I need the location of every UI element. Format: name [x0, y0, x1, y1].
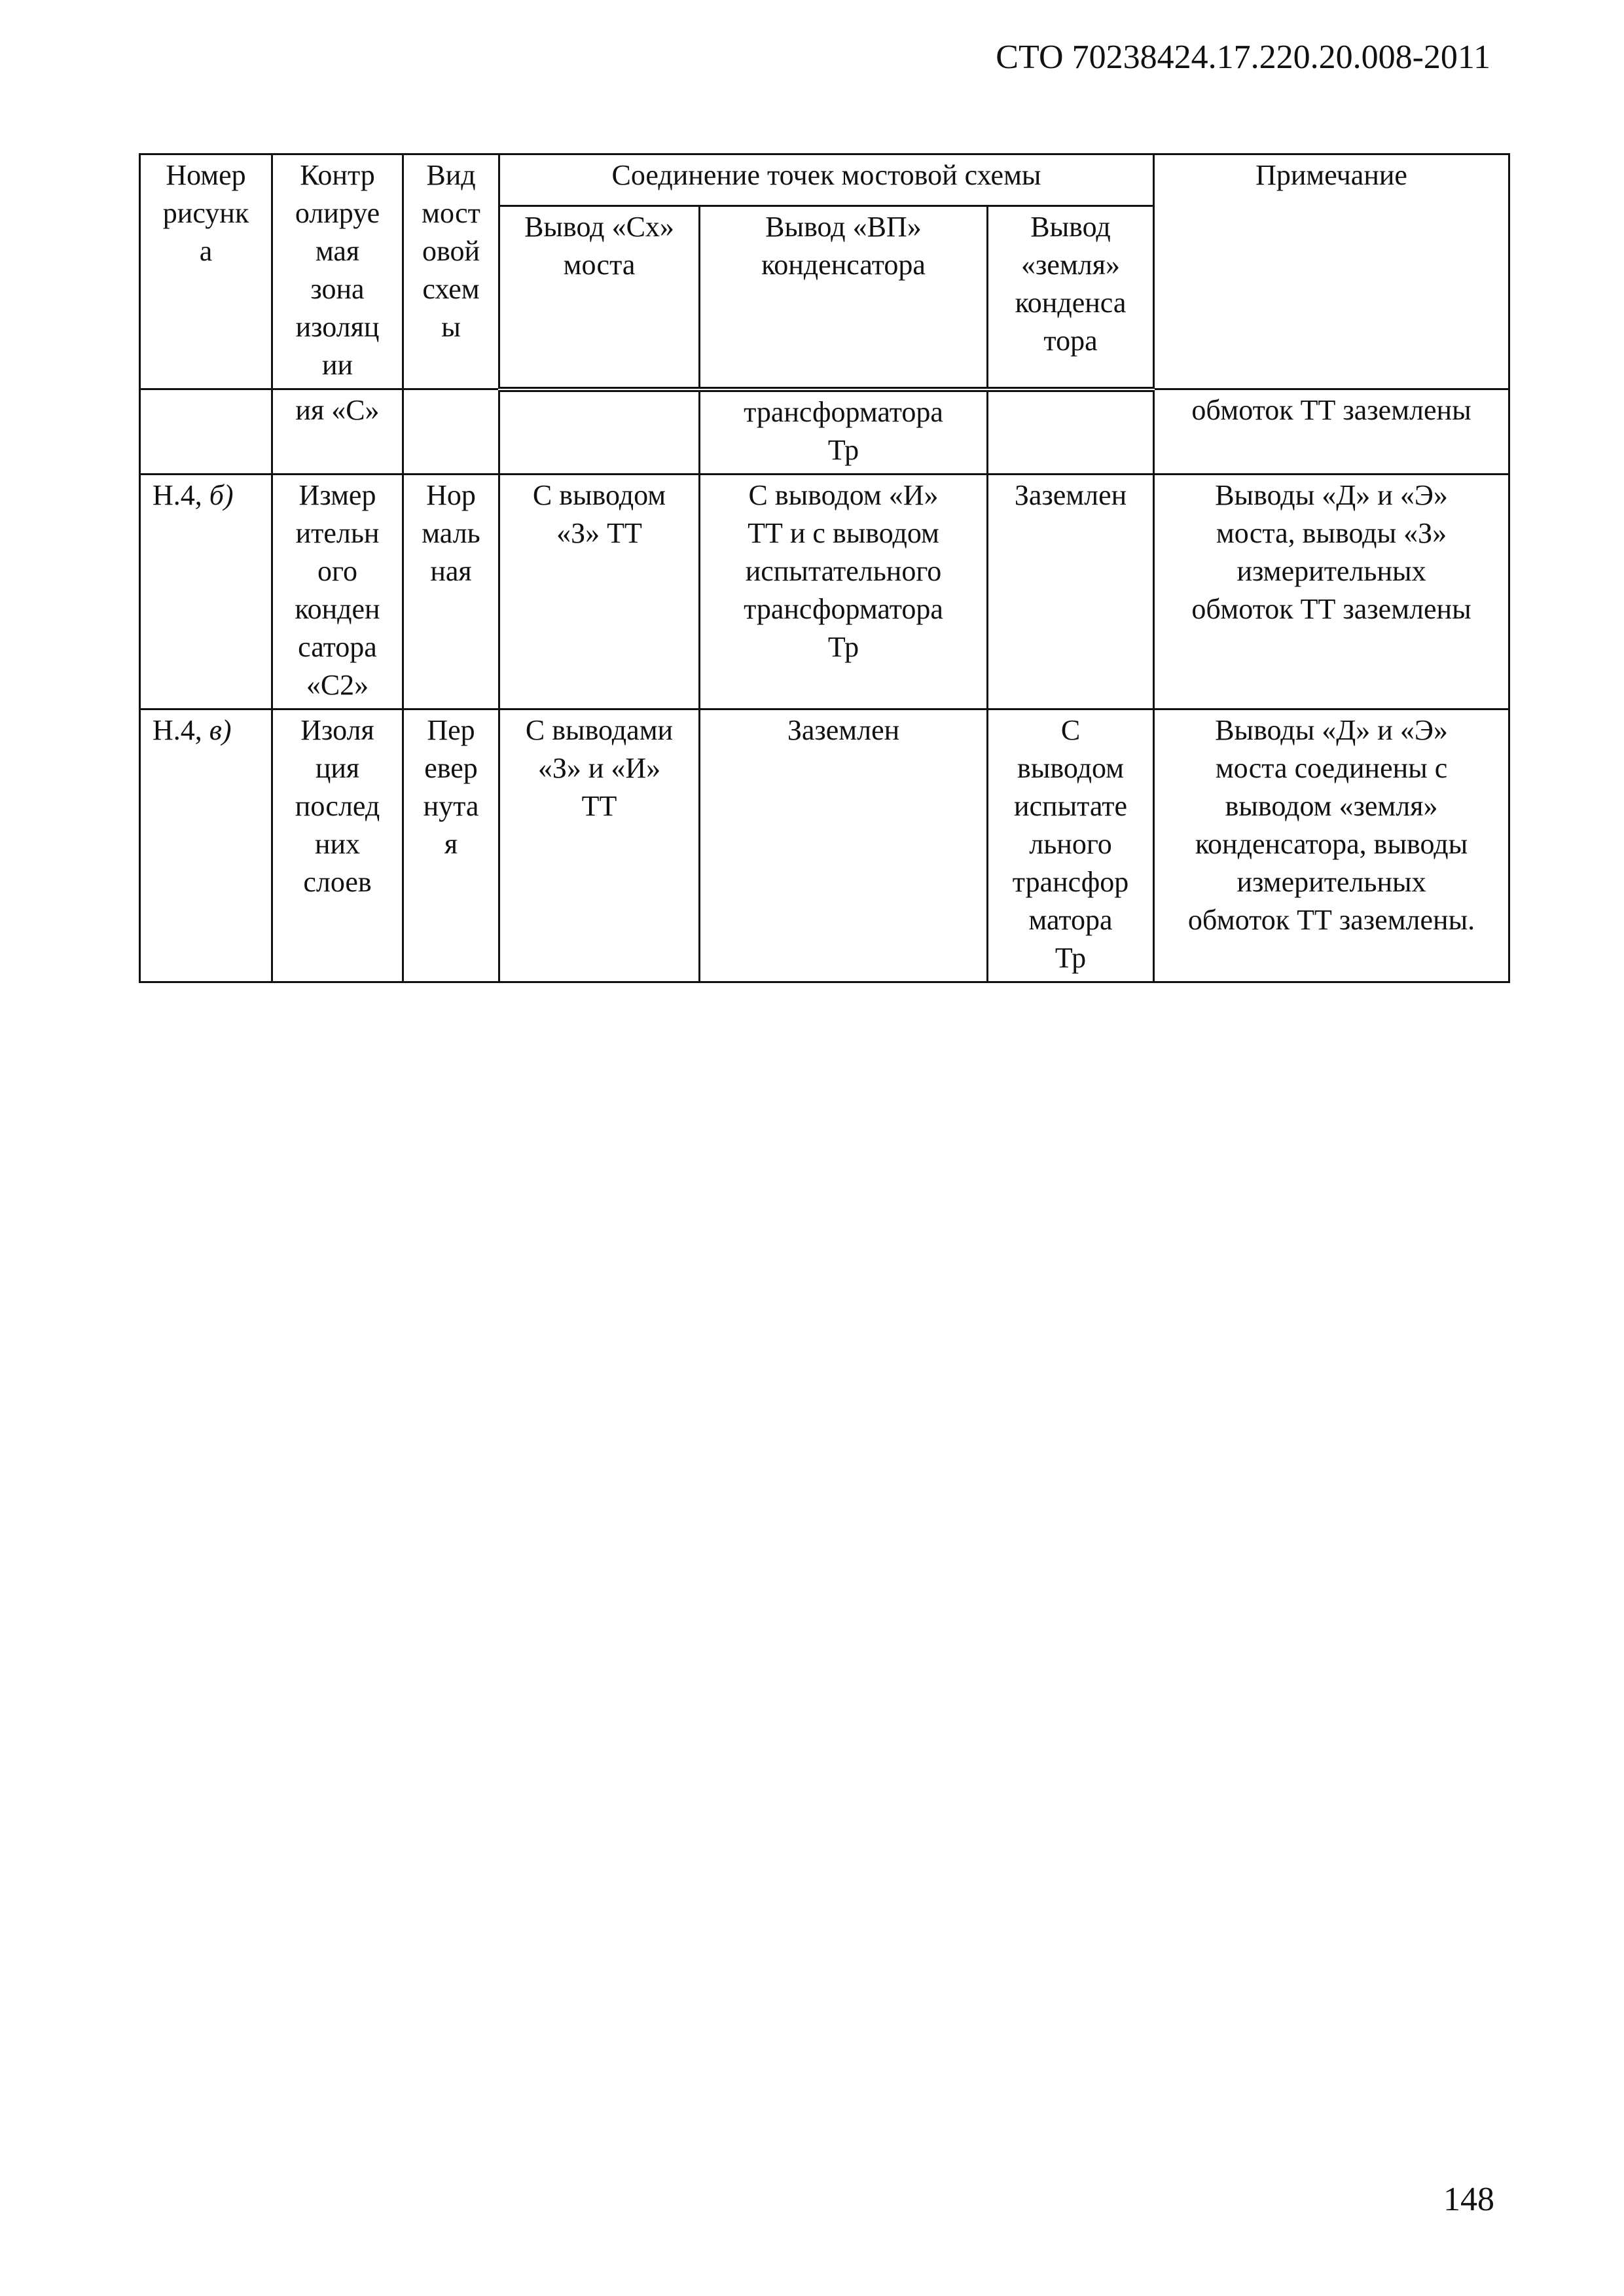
cx-terminal-cell: С выводами «З» и «И» ТТ — [499, 709, 700, 982]
header-bridge-type: Вид мост овой схем ы — [403, 154, 499, 389]
figure-number-cell: Н.4, б) — [140, 474, 272, 709]
figure-number-cell: Н.4, в) — [140, 709, 272, 982]
zone-cell: ия «С» — [272, 389, 403, 475]
note-cell: обмоток ТТ заземлены — [1154, 389, 1509, 475]
page-number: 148 — [1443, 2181, 1494, 2218]
table-row — [140, 474, 1509, 709]
zone-cell: Измер ительн ого конден сатора «С2» — [272, 474, 403, 709]
bridge-type-cell: Нор маль ная — [403, 474, 499, 709]
header-row-1 — [140, 154, 1509, 206]
vp-terminal-cell: С выводом «И» ТТ и с выводом испытательного трансформатора Тр — [700, 474, 988, 709]
header-note: Примечание — [1154, 154, 1509, 389]
bridge-type-cell — [403, 389, 499, 475]
table-row — [140, 389, 1509, 475]
table-row — [140, 709, 1509, 982]
connection-table — [139, 153, 1510, 983]
header-connection-group: Соединение точек мостовой схемы — [499, 154, 1154, 206]
figure-number-cell — [140, 389, 272, 475]
bridge-type-cell: Пер евер нута я — [403, 709, 499, 982]
header-ground-terminal: Вывод «земля» конденса тора — [988, 206, 1154, 389]
header-controlled-zone: Контр олируе мая зона изоляц ии — [272, 154, 403, 389]
cx-terminal-cell: С выводом «З» ТТ — [499, 474, 700, 709]
note-cell: Выводы «Д» и «Э» моста, выводы «З» измерительных обмоток ТТ заземлены — [1154, 474, 1509, 709]
note-cell: Выводы «Д» и «Э» моста соединены с выводом «земля» конденсатора, выводы измерительных обмоток ТТ заземлены. — [1154, 709, 1509, 982]
header-cx-terminal: Вывод «Сх» моста — [499, 206, 700, 389]
ground-terminal-cell: С выводом испытате льного трансфор матора Тр — [988, 709, 1154, 982]
zone-cell: Изоля ция послед них слоев — [272, 709, 403, 982]
header-figure-number: Номер рисунк а — [140, 154, 272, 389]
document-code: СТО 70238424.17.220.20.008-2011 — [996, 39, 1490, 76]
cx-terminal-cell — [499, 389, 700, 475]
vp-terminal-cell: трансформатора Тр — [700, 389, 988, 475]
vp-terminal-cell: Заземлен — [700, 709, 988, 982]
header-vp-terminal: Вывод «ВП» конденсатора — [700, 206, 988, 389]
ground-terminal-cell: Заземлен — [988, 474, 1154, 709]
ground-terminal-cell — [988, 389, 1154, 475]
